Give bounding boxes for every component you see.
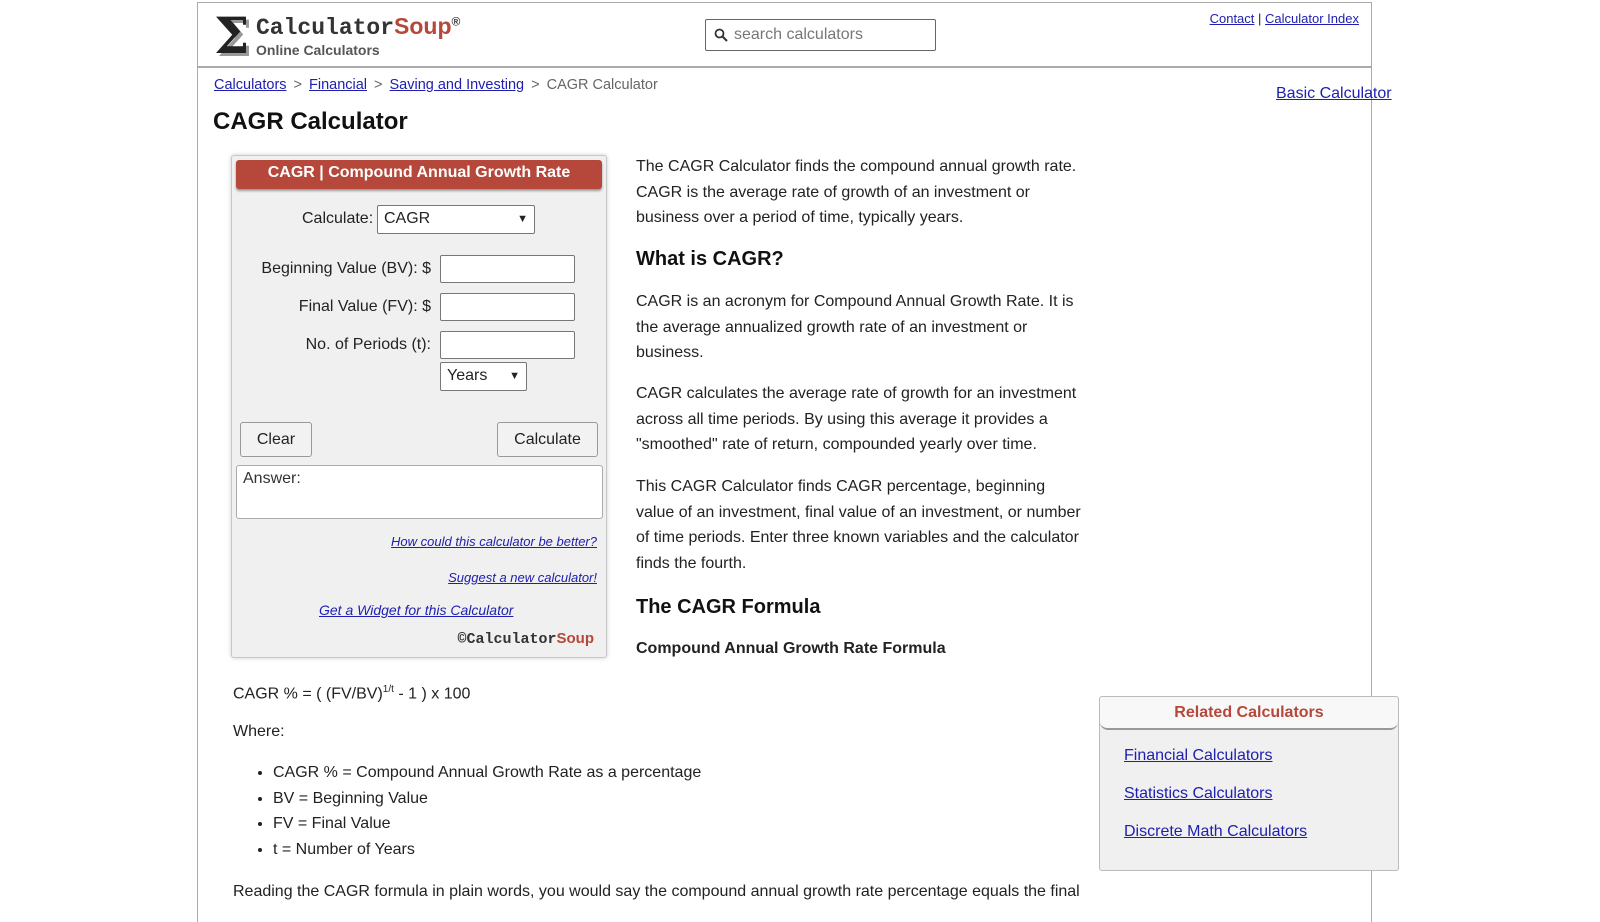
- search-placeholder: search calculators: [734, 26, 863, 43]
- paragraph-3: This CAGR Calculator finds CAGR percentage, beginning value of an investment, final value of an investment, or number of time periods. Enter three known variables and the calculator finds the fourth.: [636, 478, 1081, 572]
- list-item: • BV = Beginning Value: [273, 786, 701, 812]
- suggest-link[interactable]: Suggest a new calculator!: [448, 570, 597, 585]
- brand-main: Calculator: [256, 15, 395, 41]
- paragraph-2: CAGR calculates the average rate of growth for an investment across all time periods. By using this average it provides a "smoothed" rate of return, compounded yearly over time.: [636, 385, 1077, 453]
- formula-post: - 1 ) x 100: [393, 685, 471, 703]
- where-label: Where:: [233, 723, 285, 740]
- registered-mark: ®: [451, 14, 461, 29]
- page-title: CAGR Calculator: [213, 108, 408, 135]
- fv-label: Final Value (FV): $: [298, 298, 431, 315]
- list-item: • FV = Final Value: [273, 811, 701, 837]
- final-value-input[interactable]: [440, 293, 575, 321]
- answer-box: [236, 465, 603, 519]
- calculate-button[interactable]: Calculate: [497, 422, 598, 457]
- calculator-title: CAGR | Compound Annual Growth Rate: [236, 160, 602, 189]
- related-title: Related Calculators: [1100, 697, 1398, 730]
- tagline: Online Calculators: [256, 42, 380, 58]
- list-item: • t = Number of Years: [273, 837, 701, 863]
- breadcrumb-calculators[interactable]: Calculators: [214, 77, 287, 93]
- contact-link[interactable]: Contact: [1209, 11, 1255, 26]
- related-financial-link[interactable]: Financial Calculators: [1124, 747, 1273, 764]
- calculate-select[interactable]: [377, 205, 535, 234]
- clear-button[interactable]: Clear: [240, 422, 312, 457]
- cagr-calculator-panel: [231, 155, 607, 658]
- breadcrumb-sep: >: [531, 77, 540, 93]
- breadcrumb-financial[interactable]: Financial: [309, 77, 368, 93]
- list-item: • CAGR % = Compound Annual Growth Rate as a percentage: [273, 760, 701, 786]
- related-calculators-panel: [1099, 696, 1399, 871]
- breadcrumb-sep: >: [374, 77, 383, 93]
- related-discrete-math-link[interactable]: Discrete Math Calculators: [1124, 823, 1308, 840]
- calculator-index-link[interactable]: Calculator Index: [1265, 11, 1359, 26]
- formula-pre: CAGR % = ( (FV/BV): [233, 685, 383, 703]
- copyright-logo: [457, 630, 594, 648]
- copyright-symbol: ©: [457, 631, 467, 648]
- link-separator: |: [1258, 11, 1262, 26]
- search-input[interactable]: [705, 19, 936, 51]
- chevron-down-icon: ▼: [509, 370, 520, 382]
- copy-brand-accent: Soup: [556, 630, 594, 647]
- intro-paragraph: The CAGR Calculator finds the compound annual growth rate. CAGR is the average rate of growth of an investment or business over a period of time, typically years.: [636, 158, 1077, 226]
- feedback-link[interactable]: How could this calculator be better?: [391, 534, 597, 549]
- paragraph-1: CAGR is an acronym for Compound Annual Growth Rate. It is the average annualized growth rate of an investment or business.: [636, 293, 1074, 361]
- chevron-down-icon: ▼: [517, 213, 528, 225]
- brand-logo[interactable]: [256, 13, 460, 41]
- formula-heading: The CAGR Formula: [636, 596, 821, 618]
- sigma-logo-icon[interactable]: Σ: [214, 6, 250, 65]
- breadcrumb-sep: >: [293, 77, 302, 93]
- related-statistics-link[interactable]: Statistics Calculators: [1124, 785, 1273, 802]
- period-unit-value: Years: [447, 367, 488, 384]
- variable-list: [233, 760, 701, 862]
- period-unit-select[interactable]: [440, 362, 527, 391]
- answer-label: Answer:: [243, 470, 301, 487]
- beginning-value-input[interactable]: [440, 255, 575, 283]
- basic-calculator-link[interactable]: Basic Calculator: [1276, 85, 1392, 102]
- formula-exponent: 1/t: [382, 684, 394, 695]
- top-links: [1210, 11, 1359, 26]
- brand-accent: Soup: [394, 13, 452, 39]
- search-icon: [714, 28, 728, 42]
- site-header: [197, 2, 1372, 68]
- bv-label: Beginning Value (BV): $: [261, 260, 431, 277]
- what-is-cagr-heading: What is CAGR?: [636, 248, 784, 270]
- reading-paragraph: Reading the CAGR formula in plain words, you would say the compound annual growth rate percentage equals the final: [233, 883, 1080, 900]
- periods-input[interactable]: [440, 331, 575, 359]
- calculate-value: CAGR: [384, 210, 431, 227]
- cagr-formula: [233, 677, 470, 706]
- copy-brand-main: Calculator: [466, 631, 557, 648]
- breadcrumb-current: CAGR Calculator: [546, 77, 658, 93]
- periods-label: No. of Periods (t):: [305, 336, 431, 353]
- formula-subheading: Compound Annual Growth Rate Formula: [636, 640, 946, 657]
- widget-link[interactable]: Get a Widget for this Calculator: [319, 602, 514, 618]
- breadcrumb-saving-investing[interactable]: Saving and Investing: [389, 77, 525, 93]
- calculate-label: Calculate:: [302, 210, 374, 227]
- breadcrumb: [214, 77, 658, 93]
